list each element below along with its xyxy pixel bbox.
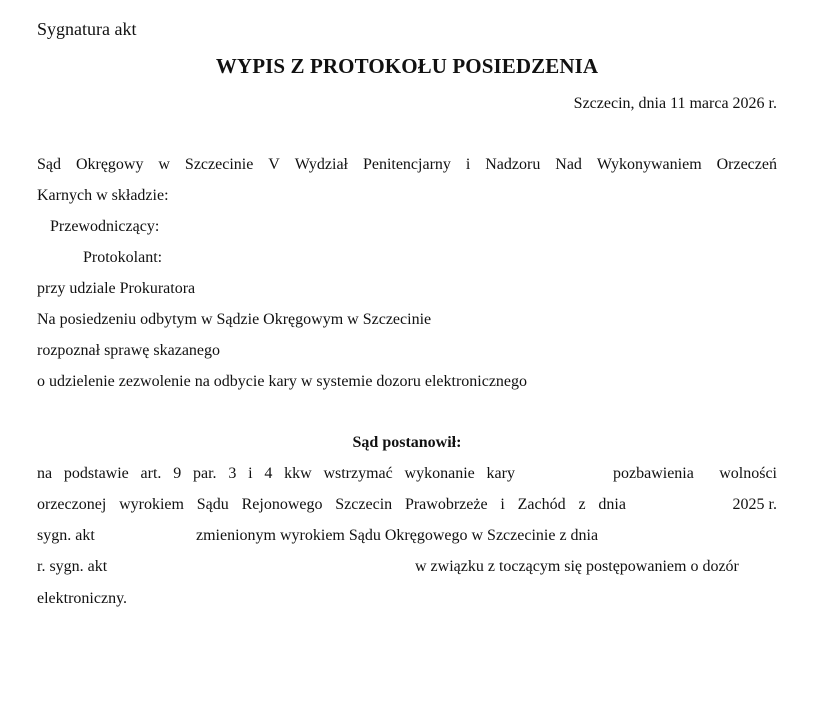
word: 4 xyxy=(264,465,273,482)
word: Okręgowy xyxy=(75,156,144,173)
word: z xyxy=(578,496,586,513)
document-title: WYPIS Z PROTOKOŁU POSIEDZENIA xyxy=(215,54,599,78)
word: Rejonowego xyxy=(241,496,323,513)
word: wykonanie xyxy=(404,465,475,482)
word: Prawobrzeże xyxy=(404,496,488,513)
word: i xyxy=(500,496,505,513)
case-subject: o udzielenie zezwolenie na odbycie kary w systemie dozoru elektronicznego xyxy=(37,373,528,390)
prosecutor-label: przy udziale Prokuratora xyxy=(37,280,196,297)
word: dnia xyxy=(598,496,626,513)
word: par. xyxy=(192,465,217,482)
word: podstawie xyxy=(63,465,129,482)
court-name-continuation: Karnych w składzie: xyxy=(37,187,169,204)
decision-line-2-right: 2025 r. xyxy=(732,496,777,513)
chairman-label: Przewodniczący: xyxy=(50,218,160,235)
word: kkw xyxy=(284,465,312,482)
word: w xyxy=(158,156,170,173)
word: wyrokiem xyxy=(119,496,184,513)
decision-heading: Sąd postanowił: xyxy=(352,434,462,451)
decision-line-4-left: r. sygn. akt xyxy=(37,558,108,575)
decision-line-1-right: pozbawienia wolności xyxy=(613,465,777,482)
decision-line-5: elektroniczny. xyxy=(37,590,128,607)
clerk-label: Protokolant: xyxy=(83,249,163,266)
word: na xyxy=(37,465,53,482)
word: wstrzymać xyxy=(323,465,393,482)
word: Orzeczeń xyxy=(716,156,777,173)
word: orzeczonej xyxy=(37,496,107,513)
decision-line-2-left xyxy=(37,495,626,515)
word: Szczecin xyxy=(335,496,393,513)
word: art. xyxy=(140,465,162,482)
case-examined: rozpoznał sprawę skazanego xyxy=(37,342,221,359)
word: Nadzoru xyxy=(485,156,541,173)
word: i xyxy=(248,465,253,482)
court-name-line xyxy=(37,155,777,175)
decision-line-3-right: zmienionym wyrokiem Sądu Okręgowego w Szczecinie z dnia xyxy=(196,527,599,544)
session-place: Na posiedzeniu odbytym w Sądzie Okręgowym w Szczecinie xyxy=(37,311,432,328)
word: 3 xyxy=(228,465,237,482)
word: Wydział xyxy=(294,156,348,173)
decision-line-4-right: w związku z toczącym się postępowaniem o dozór xyxy=(415,558,739,575)
word: Penitencjarny xyxy=(362,156,451,173)
word: 9 xyxy=(173,465,182,482)
place-date: Szczecin, dnia 11 marca 2026 r. xyxy=(573,95,777,112)
word: Nad xyxy=(555,156,582,173)
word: V xyxy=(268,156,280,173)
word: kary xyxy=(486,465,515,482)
decision-line-3-left: sygn. akt xyxy=(37,527,95,544)
decision-line-1-left xyxy=(37,464,515,484)
case-signature-label: Sygnatura akt xyxy=(37,19,137,39)
word: i xyxy=(465,156,471,173)
word: Wykonywaniem xyxy=(596,156,702,173)
word: Sądu xyxy=(196,496,229,513)
word: Zachód xyxy=(517,496,566,513)
word: Sąd xyxy=(37,156,61,173)
word: Szczecinie xyxy=(184,156,254,173)
